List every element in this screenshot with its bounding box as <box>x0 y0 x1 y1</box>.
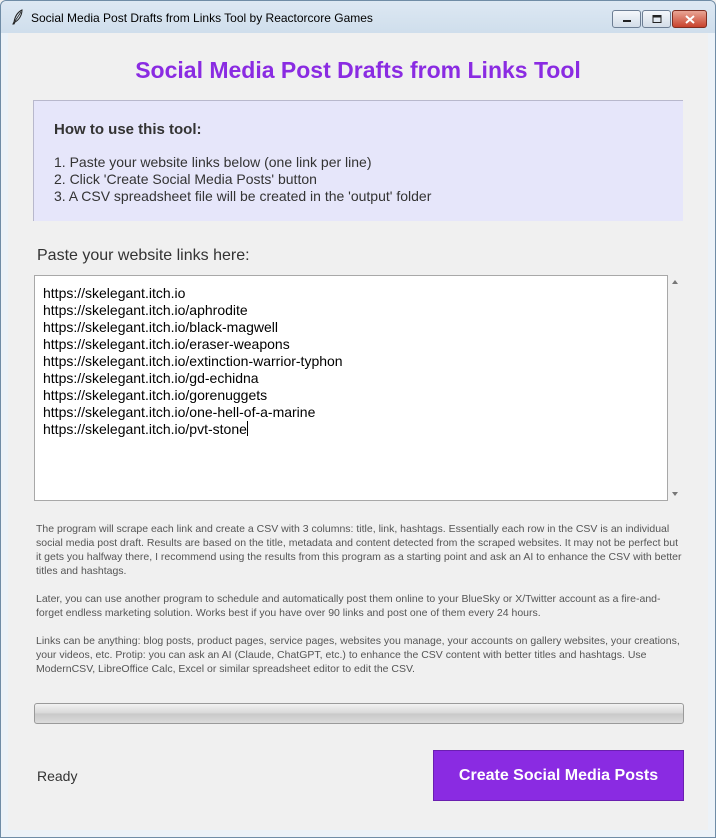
close-button[interactable] <box>672 10 707 28</box>
minimize-icon <box>622 15 632 23</box>
app-title: Social Media Post Drafts from Links Tool <box>135 57 581 83</box>
instruction-step: 2. Click 'Create Social Media Posts' button <box>54 171 317 187</box>
link-line: https://skelegant.itch.io/one-hell-of-a-marine <box>43 404 316 420</box>
description-paragraph: Later, you can use another program to schedule and automatically post them online to your BlueSky or X/Twitter account as a fire-and-forget endless marketing solution. Works best if you have over 90 links and post one of them every 24 hours. <box>36 593 661 619</box>
link-line: https://skelegant.itch.io/pvt-stone <box>43 421 247 437</box>
minimize-button[interactable] <box>612 10 641 28</box>
instructions-heading: How to use this tool: <box>54 121 202 138</box>
link-line: https://skelegant.itch.io/extinction-warrior-typhon <box>43 353 343 369</box>
description-text <box>36 522 686 690</box>
link-line: https://skelegant.itch.io/eraser-weapons <box>43 336 290 352</box>
instructions-steps <box>54 154 431 205</box>
instruction-step: 1. Paste your website links below (one link per line) <box>54 154 372 170</box>
instruction-step: 3. A CSV spreadsheet file will be created in the 'output' folder <box>54 188 432 204</box>
description-paragraph: Links can be anything: blog posts, product pages, service pages, websites you manage, your accounts on gallery websites, your creations, your videos, etc. Protip: you can ask an AI (Claude, ChatGPT, etc.) to enhance the CSV content with better titles and hashtags. Use ModernCSV, LibreOffice Calc, Excel or similar spreadsheet editor to edit the CSV. <box>36 635 680 675</box>
link-line-last <box>43 421 659 438</box>
scroll-up-arrow-icon[interactable] <box>672 280 678 284</box>
link-line: https://skelegant.itch.io/gd-echidna <box>43 370 259 386</box>
progress-bar <box>34 703 684 724</box>
links-label: Paste your website links here: <box>37 247 250 264</box>
maximize-button[interactable] <box>642 10 671 28</box>
links-textarea[interactable] <box>34 275 668 501</box>
feather-icon <box>11 9 25 25</box>
link-line: https://skelegant.itch.io/aphrodite <box>43 302 248 318</box>
link-line: https://skelegant.itch.io/gorenuggets <box>43 387 268 403</box>
scroll-down-arrow-icon[interactable] <box>672 492 678 496</box>
link-line: https://skelegant.itch.io <box>43 285 186 301</box>
text-caret <box>247 421 248 436</box>
description-paragraph: The program will scrape each link and create a CSV with 3 columns: title, link, hashtags. Essentially each row in the CSV is an individual social media post draft. Results are based on the title, metadata and content detected from the scraped websites. It may not be perfect but it gets you halfway there, I recommend using the results from this program as a starting point and ask an AI to enhance the CSV with better titles and hashtags. <box>36 523 682 577</box>
instructions-panel <box>33 100 683 221</box>
status-label: Ready <box>37 768 78 784</box>
maximize-icon <box>652 15 662 23</box>
create-posts-button[interactable]: Create Social Media Posts <box>433 750 684 801</box>
client-area <box>8 33 708 830</box>
close-icon <box>685 15 695 24</box>
window-title: Social Media Post Drafts from Links Tool by Reactorcore Games <box>31 11 373 25</box>
title-bar[interactable] <box>1 1 715 33</box>
link-line: https://skelegant.itch.io/black-magwell <box>43 319 278 335</box>
links-scrollbar[interactable] <box>668 275 684 501</box>
